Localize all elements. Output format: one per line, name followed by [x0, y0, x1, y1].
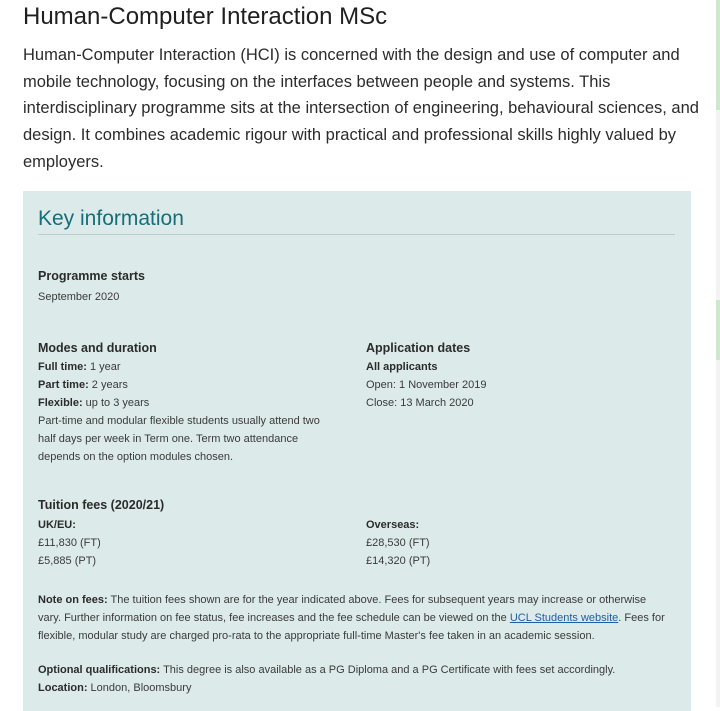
- application-close: Close: 13 March 2020: [366, 397, 474, 409]
- uk-eu-fee-pt: £5,885 (PT): [38, 555, 97, 567]
- location-label: Location:: [38, 682, 88, 694]
- optional-qualifications-text: This degree is also available as a PG Diploma and a PG Certificate with fees set accordingly.: [160, 664, 616, 676]
- programme-starts-heading: Programme starts: [38, 269, 145, 283]
- full-time-value: 1 year: [86, 361, 121, 373]
- note-on-fees-text-2: . Fees for flexible, modular study are charged pro-rata to the appropriate full-time Master's fee taken in an academic session.: [38, 612, 665, 642]
- overseas-label: Overseas:: [366, 519, 420, 531]
- full-time-row: [38, 358, 338, 376]
- side-indicator: [716, 0, 720, 110]
- page-title: Human-Computer Interaction MSc: [23, 3, 388, 30]
- note-on-fees-text-1: The tuition fees shown are for the year indicated above. Fees for subsequent years may increase or otherwise vary. Further information on fee status, fee increases and the fee schedule can be viewed on the: [38, 594, 647, 624]
- optional-qualifications-block: [38, 661, 666, 697]
- overseas-fees-block: [366, 516, 430, 570]
- modes-duration-heading: Modes and duration: [38, 341, 157, 355]
- modes-note: Part-time and modular flexible students usually attend two half days per week in Term one. Term two attendance depends on the option modules chosen.: [38, 415, 320, 463]
- optional-qualifications-row: [38, 661, 666, 679]
- location-row: [38, 679, 666, 697]
- part-time-value: 2 years: [88, 379, 128, 391]
- application-dates-heading: Application dates: [366, 341, 471, 355]
- programme-intro: Human-Computer Interaction (HCI) is concerned with the design and use of computer and mobile technology, focusing on the interfaces between people and systems. This interdisciplinary programme sits at the intersection of engineering, behavioural sciences, and design. It combines academic rigour with practical and professional skills highly valued by employers.: [23, 46, 699, 171]
- note-on-fees-label: Note on fees:: [38, 594, 108, 606]
- optional-qualifications-label: Optional qualifications:: [38, 664, 161, 676]
- modes-duration-block: [38, 339, 338, 466]
- part-time-label: Part time:: [38, 379, 89, 391]
- full-time-label: Full time:: [38, 361, 87, 373]
- side-indicator: [716, 300, 720, 360]
- key-information-title: Key information: [38, 207, 184, 230]
- flexible-value: up to 3 years: [82, 397, 150, 409]
- overseas-fee-pt: £14,320 (PT): [366, 555, 431, 567]
- uk-eu-fee-ft: £11,830 (FT): [38, 537, 101, 549]
- note-on-fees: [38, 591, 666, 645]
- application-open: Open: 1 November 2019: [366, 379, 487, 391]
- flexible-row: [38, 394, 338, 412]
- key-information-panel: [23, 191, 691, 711]
- overseas-fee-ft: £28,530 (FT): [366, 537, 430, 549]
- ucl-students-website-link[interactable]: UCL Students website: [509, 612, 619, 624]
- application-audience: All applicants: [366, 361, 438, 373]
- tuition-fees-heading: Tuition fees (2020/21): [38, 498, 165, 512]
- programme-starts-block: [38, 267, 145, 306]
- location-text: London, Bloomsbury: [87, 682, 192, 694]
- application-dates-block: [366, 339, 486, 412]
- programme-starts-value: September 2020: [38, 291, 120, 303]
- flexible-label: Flexible:: [38, 397, 83, 409]
- uk-eu-label: UK/EU:: [38, 519, 76, 531]
- part-time-row: [38, 376, 338, 394]
- tuition-fees-block: [38, 496, 164, 570]
- divider: [38, 234, 675, 235]
